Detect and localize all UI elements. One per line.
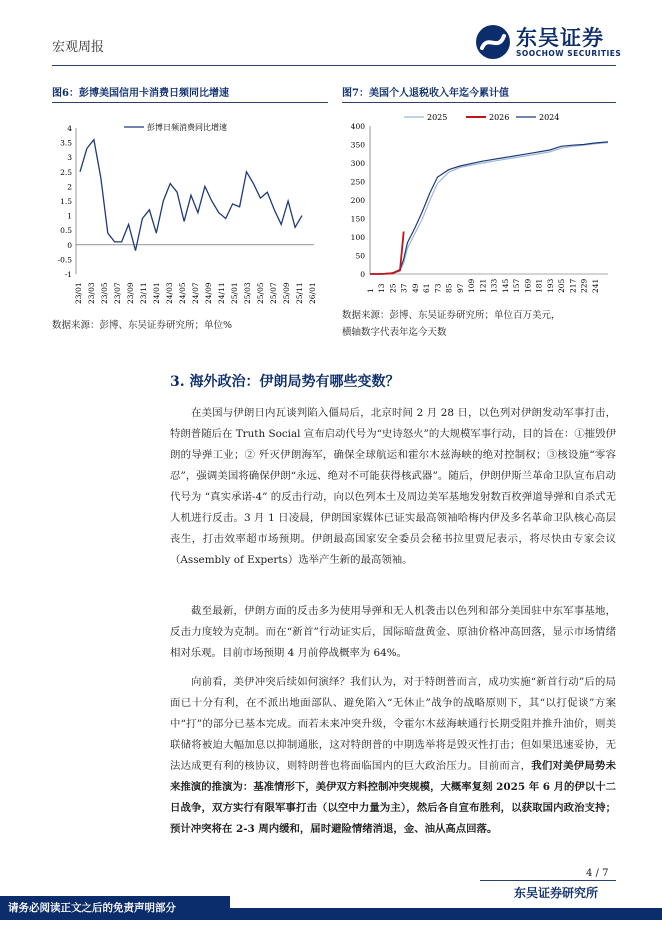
logo-text-cn: 东吴证券: [516, 26, 604, 50]
chart6-y-tick-label: -1: [64, 270, 72, 279]
chart7-svg: [338, 108, 618, 308]
chart6-y-tick-label: 1.5: [60, 197, 72, 206]
chart7-y-tick-label: 350: [350, 140, 365, 150]
chart7-x-tick-label: 217: [568, 278, 578, 293]
chart7-y-tick-label: 200: [350, 196, 365, 205]
chart7-x-tick-label: 25: [388, 283, 398, 293]
chart7-x-tick-label: 97: [455, 283, 465, 293]
footer-rule: [480, 880, 616, 881]
chart7-legend-label-2025: 2025: [427, 113, 448, 122]
chart7-x-tick-label: 169: [523, 278, 533, 293]
chart7-legend-label-2024: 2024: [539, 113, 560, 122]
chart7-y-tick-label: 250: [350, 177, 365, 187]
chart6-x-tick-label: 25/07: [269, 282, 278, 304]
company-logo: [474, 22, 624, 64]
paragraph-3-normal: 向前看，美伊冲突后续如何演绎？我们认为，对于特朗普而言，成功实施“新首行动”后的局面已十分有利，在不派出地面部队、避免陷入“无休止”战争的战略原则下，其“以打促谈”方案中“打”的部分已基本完成。而若未来冲突升级，令霍尔木兹海峡通行长期受阻并推升油价，则美联储将被迫大幅加息以抑制通胀，这对特朗普的中期选举将是毁灭性打击；但如果迅速妥协，无法达成更有利的核协议，则特朗普也将面临国内的巨大政治压力。目前而言，: [170, 676, 616, 772]
chart6-x-tick-label: 24/05: [178, 282, 187, 304]
chart7-x-tick-label: 61: [422, 283, 432, 293]
chart7-y-tick-label: 400: [350, 122, 365, 131]
chart7-x-tick-label: 229: [579, 278, 589, 293]
logo-text-en: SOOCHOW SECURITIES: [516, 49, 622, 58]
chart7-x-tick-label: 1: [366, 288, 375, 293]
chart6-x-tick-label: 24/09: [204, 282, 213, 304]
chart7-x-tick-label: 49: [410, 283, 420, 293]
chart6-x-tick-label: 23/09: [126, 282, 135, 304]
figure7-source-line2: 横轴数字代表年迄今天数: [342, 327, 447, 338]
chart6-series-line: [80, 140, 302, 251]
chart7-x-tick-label: 157: [512, 278, 522, 293]
chart6-x-tick-label: 23/01: [74, 282, 83, 304]
chart7-x-tick-label: 37: [399, 283, 409, 293]
chart7-series-line-2026: [370, 232, 404, 275]
page-number: 4 / 7: [586, 868, 609, 879]
chart6-x-tick-label: 24/01: [152, 282, 161, 304]
chart6-y-tick-label: 4: [67, 124, 72, 133]
chart7-x-tick-label: 205: [557, 278, 567, 293]
chart7-x-tick-label: 193: [545, 278, 555, 293]
chart7-x-tick-label: 241: [590, 278, 600, 293]
header-divider: [52, 65, 616, 66]
paragraph-1: 在美国与伊朗日内瓦谈判陷入僵局后，北京时间 2 月 28 日，以色列对伊朗发动军事打击，特朗普随后在 Truth Social 宣布启动代号为“史诗怒火”的大规模军事行动，目的旨在：①摧毁伊朗的导弹工业；② 歼灭伊朗海军，确保全球航运和霍尔木兹海峡的绝对控制权；③核设施“零容忍”，强调美国将确保伊朗“永远、绝对不可能获得核武器”。随后，伊朗伊斯兰革命卫队宣布启动代号为 “真实承诺-4” 的反击行动，向以色列本土及周边美军基地发射数百枚弹道导弹和自杀式无人机进行反击。3 月 1 日凌晨，伊朗国家媒体已证实最高领袖哈梅内伊及多名革命卫队核心高层丧生，打击效率超市场预期。伊朗最高国家安全委员会秘书拉里贾尼表示，将尽快由专家会议（Assembly of Experts）选举产生新的最高领袖。: [170, 407, 616, 566]
chart6-y-tick-label: 3: [67, 153, 72, 163]
chart6-x-tick-label: 23/05: [100, 282, 109, 304]
chart6-x-tick-label: 25/03: [243, 282, 252, 304]
paragraph-2: 截至最新，伊朗方面的反击多为使用导弹和无人机袭击以色列和部分美国驻中东军事基地，反击力度较为克制。而在“新首”行动证实后，国际暗盘黄金、原油价格冲高回落，显示市场情绪相对乐观。目前市场预期 4 月前停战概率为 64%。: [170, 605, 616, 659]
chart6-x-tick-label: 25/01: [230, 282, 239, 304]
chart6-x-tick-label: 26/01: [308, 282, 317, 304]
chart7-x-tick-label: 133: [489, 278, 499, 293]
figure6-title: 图6：彭博美国信用卡消费日频同比增速: [52, 88, 229, 99]
chart6-y-tick-label: -0.5: [57, 255, 72, 265]
figure7-source-line1: 数据来源：彭博、东吴证券研究所；单位百万美元，: [342, 310, 561, 321]
chart7-x-tick-label: 181: [534, 278, 544, 293]
chart7-y-tick-label: 50: [355, 251, 365, 261]
chart6-y-tick-label: 0.5: [60, 226, 72, 236]
chart7-x-tick-label: 121: [478, 278, 488, 293]
figure6-source: 数据来源：彭博、东吴证券研究所；单位%: [52, 320, 233, 331]
chart6-svg: [52, 108, 332, 308]
chart7-y-tick-label: 100: [350, 233, 365, 242]
paragraph-3-bold: 我们对美伊局势未来推演的推演为：基准情形下，美伊双方料控制冲突规模，大概率复刻 2025 年 6 月的伊以十二日战争，双方实行有限军事打击（以空中力量为主），然后各自宣布胜利，以获取国内政治支持；预计冲突将在 2-3 周内缓和，届时避险情绪消退，金、油从高点回落。: [170, 760, 616, 835]
chart6-x-tick-label: 23/11: [139, 282, 148, 304]
figure6-title-rule: [52, 102, 328, 103]
chart7-x-tick-label: 145: [500, 278, 510, 293]
chart6-y-tick-label: 1: [67, 211, 72, 221]
footer-org: 东吴证券研究所: [514, 886, 599, 900]
chart6-x-tick-label: 24/07: [191, 282, 200, 304]
chart7-x-tick-label: 13: [377, 283, 387, 293]
chart6-x-tick-label: 25/11: [295, 282, 304, 304]
chart6-y-tick-label: 2: [67, 182, 72, 192]
chart6-x-tick-label: 23/07: [113, 282, 122, 304]
chart6-y-tick-label: 3.5: [60, 138, 72, 148]
chart7-legend-label-2026: 2026: [489, 113, 510, 122]
chart6-x-tick-label: 23/03: [87, 282, 96, 304]
chart6-y-tick-label: 2.5: [60, 167, 72, 177]
chart6-x-tick-label: 25/09: [282, 282, 291, 304]
chart7-x-tick-label: 85: [444, 283, 454, 293]
chart6-legend-label: 彭博日频消费同比增速: [147, 123, 227, 132]
footer-disclaimer: 请务必阅读正文之后的免责声明部分: [8, 902, 176, 914]
chart7-x-tick-label: 109: [467, 278, 477, 293]
chart6-x-tick-label: 25/05: [256, 282, 265, 304]
section-title: 3. 海外政治：伊朗局势有哪些变数？: [170, 374, 400, 390]
logo-mark-icon: [474, 22, 512, 62]
chart7-y-tick-label: 300: [350, 159, 365, 168]
figure7-title-rule: [342, 102, 616, 103]
report-type-label: 宏观周报: [52, 40, 105, 55]
chart7-y-tick-label: 150: [350, 214, 365, 224]
chart6-x-tick-label: 24/11: [217, 282, 226, 304]
footer-bar-extension: [230, 908, 662, 920]
paragraph-3: [170, 672, 616, 840]
figure7-title: 图7：美国个人退税收入年迄今累计值: [342, 88, 509, 99]
chart7-y-tick-label: 0: [360, 270, 365, 279]
chart6-y-tick-label: 0: [67, 240, 72, 250]
chart7-x-tick-label: 73: [433, 283, 443, 293]
chart7-series-line-2025: [370, 143, 608, 274]
chart6-x-tick-label: 24/03: [165, 282, 174, 304]
